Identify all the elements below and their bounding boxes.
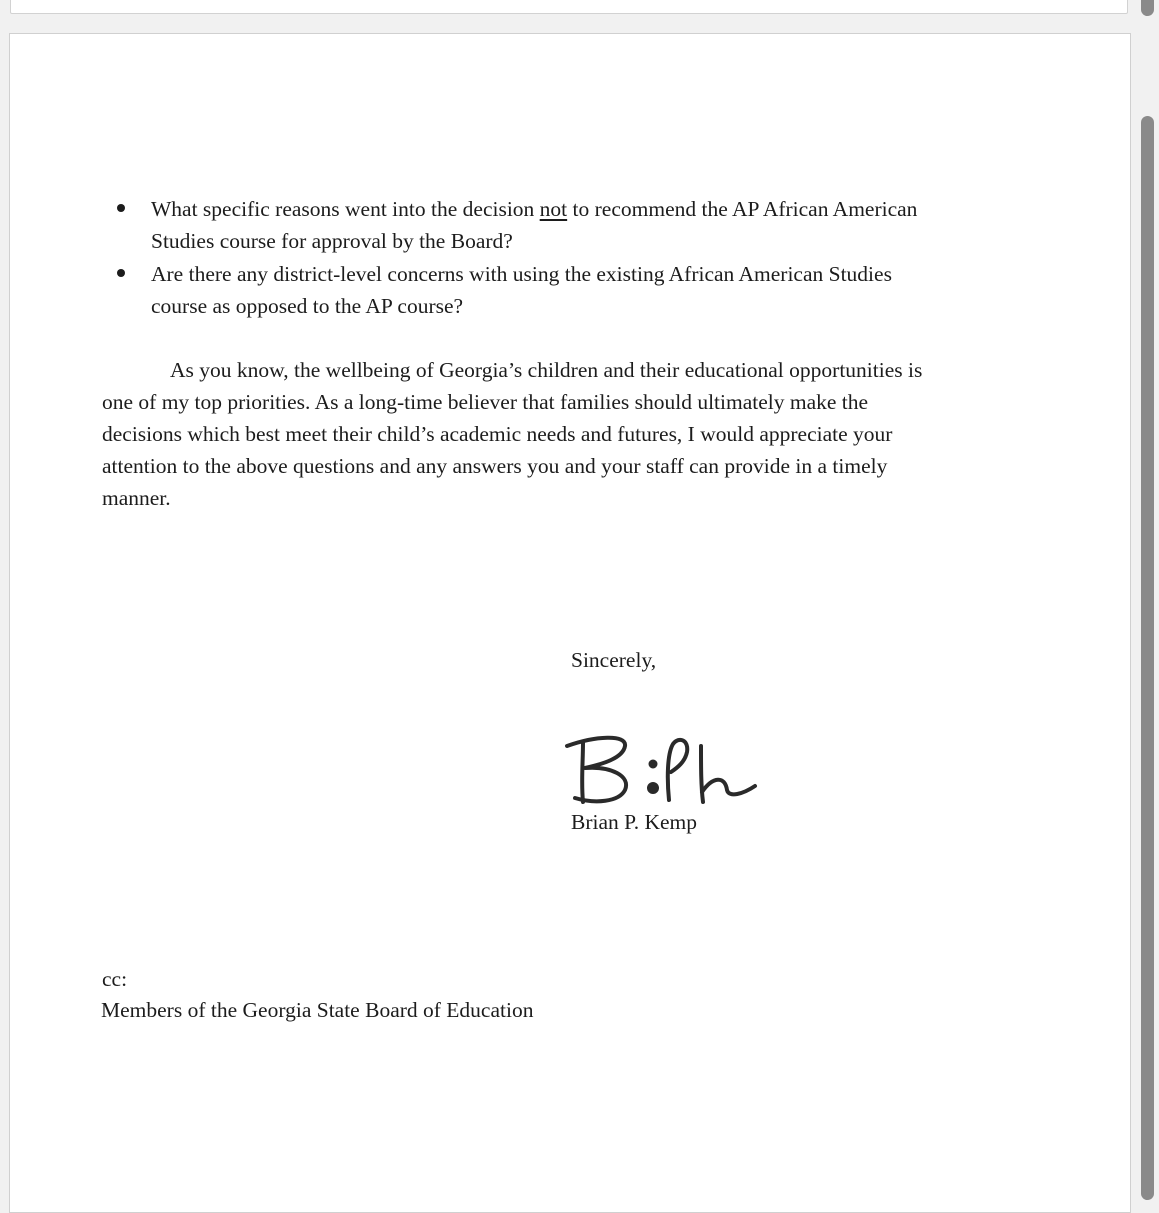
bullet-1-line-1: What specific reasons went into the decision not to recommend the AP African American [151, 197, 918, 221]
bullet-marker [117, 204, 125, 212]
paragraph-line: manner. [102, 486, 171, 510]
vertical-scrollbar[interactable] [1139, 0, 1157, 1200]
handwritten-signature [555, 732, 760, 812]
previous-page-edge [10, 0, 1128, 14]
scrollbar-thumb-top-segment[interactable] [1141, 0, 1154, 16]
signatory-name: Brian P. Kemp [571, 810, 698, 834]
paragraph-line: one of my top priorities. As a long-time believer that families should ultimately make the [102, 390, 869, 414]
paragraph-line: decisions which best meet their child’s academic needs and futures, I would appreciate your [102, 422, 893, 446]
underlined-word-not: not [539, 197, 568, 221]
paragraph-line: As you know, the wellbeing of Georgia’s children and their educational opportunities is [170, 358, 923, 382]
scrollbar-thumb[interactable] [1141, 116, 1154, 1200]
bullet-2-line-2: course as opposed to the AP course? [151, 294, 464, 318]
bullet-2-line-1: Are there any district-level concerns with using the existing African American Studies [151, 262, 892, 286]
paragraph-line: attention to the above questions and any answers you and your staff can provide in a timely [102, 454, 888, 478]
closing-salutation: Sincerely, [571, 648, 657, 672]
bullet-marker [117, 269, 125, 277]
cc-label: cc: [102, 967, 128, 991]
cc-recipients: Members of the Georgia State Board of Education [101, 998, 534, 1022]
bullet-1-line-2: Studies course for approval by the Board? [151, 229, 513, 253]
